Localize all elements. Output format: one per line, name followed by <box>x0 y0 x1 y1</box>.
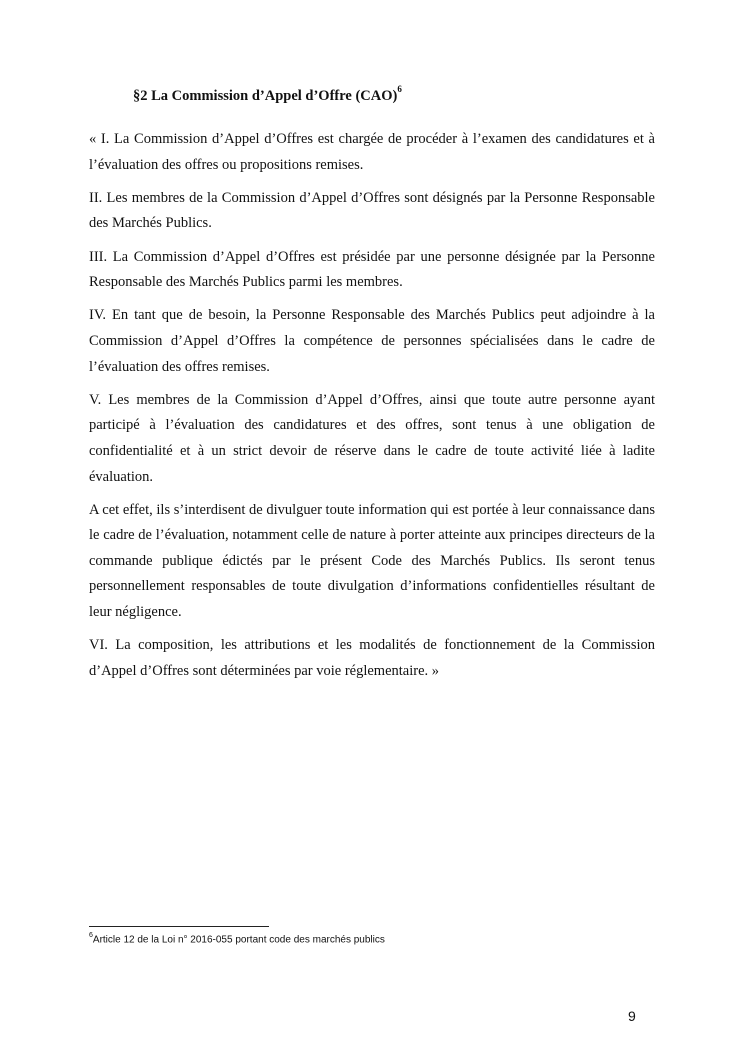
footnote-separator <box>89 926 269 927</box>
page-number: 9 <box>628 1008 636 1024</box>
body-text <box>89 127 655 692</box>
footnote-reference[interactable]: 6 <box>397 84 402 94</box>
footnote-text: Article 12 de la Loi n° 2016-055 portant code des marchés publics <box>92 934 385 946</box>
section-heading <box>133 86 402 105</box>
paragraph-6: A cet effet, ils s’interdisent de divulguer toute information qui est portée à leur connaissance dans le cadre de l’évaluation, notamment celle de nature à porter atteinte aux principes directeurs de la commande publique édictés par le présent Code des Marchés Publics. Ils seront tenus personnellement responsables de toute divulgation d’informations confidentielles résultant de leur négligence. <box>89 501 655 621</box>
paragraph-5: V. Les membres de la Commission d’Appel d’Offres, ainsi que toute autre personne ayant participé à l’évaluation des candidatures et des offres, sont tenus à une obligation de confidentialité et à un strict devoir de réserve dans le cadre de toute activité liée à ladite évaluation. <box>89 391 655 485</box>
footnote <box>89 933 385 945</box>
footnote-number: 6 <box>89 932 93 939</box>
paragraph-3: III. La Commission d’Appel d’Offres est présidée par une personne désignée par la Personne Responsable des Marchés Publics parmi les membres. <box>89 248 655 291</box>
paragraph-1: « I. La Commission d’Appel d’Offres est chargée de procéder à l’examen des candidatures et à l’évaluation des offres ou propositions remises. <box>89 131 655 173</box>
paragraph-7: VI. La composition, les attributions et les modalités de fonctionnement de la Commission d’Appel d’Offres sont déterminées par voie réglementaire. » <box>89 637 655 679</box>
paragraph-2: II. Les membres de la Commission d’Appel d’Offres sont désignés par la Personne Responsable des Marchés Publics. <box>89 189 655 232</box>
paragraph-4: IV. En tant que de besoin, la Personne Responsable des Marchés Publics peut adjoindre à la Commission d’Appel d’Offres la compétence de personnes spécialisées dans le cadre de l’évaluation des offres remises. <box>89 307 655 375</box>
section-heading-text: §2 La Commission d’Appel d’Offre (CAO) <box>133 87 398 104</box>
